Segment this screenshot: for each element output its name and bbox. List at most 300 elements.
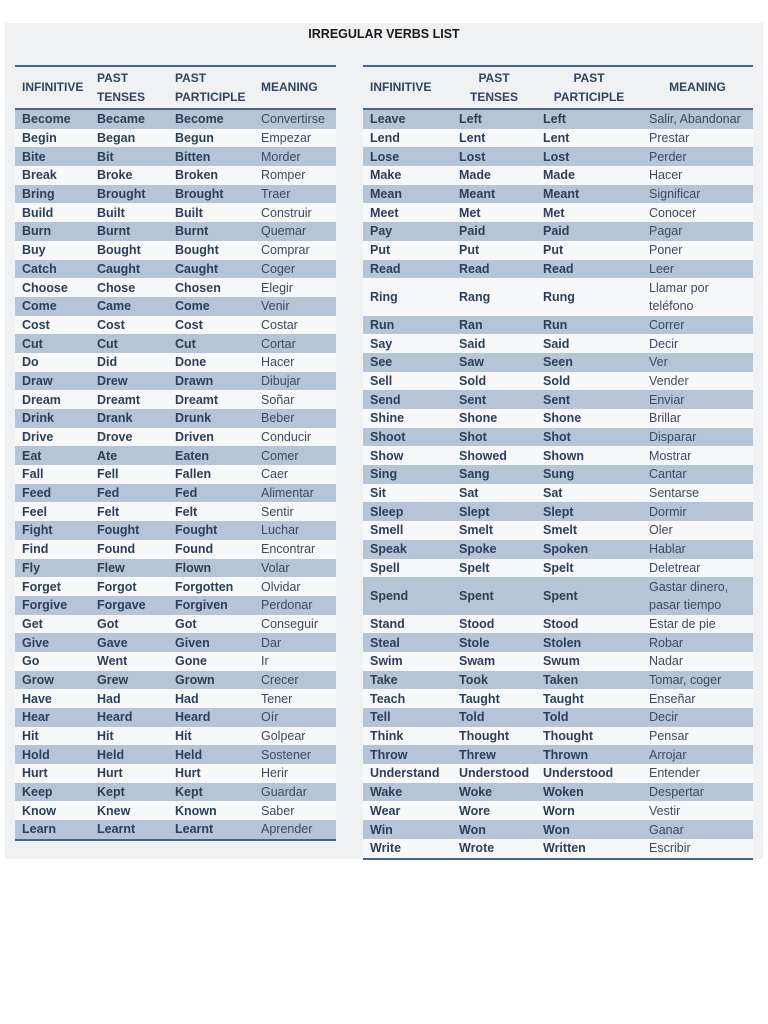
cell-infinitive: Shoot — [363, 428, 452, 447]
cell-infinitive: Come — [15, 297, 90, 316]
cell-meaning: Empezar — [254, 129, 336, 148]
table-row — [363, 109, 753, 129]
cell-past-participle: Drawn — [168, 372, 254, 391]
cell-meaning: Perder — [642, 147, 753, 166]
table-row — [363, 260, 753, 279]
cell-past-tense: Read — [452, 260, 536, 279]
cell-past-tense: Burnt — [90, 222, 168, 241]
cell-infinitive: Put — [363, 241, 452, 260]
cell-meaning: Sostener — [254, 745, 336, 764]
cell-meaning: Convertirse — [254, 109, 336, 129]
page-title: IRREGULAR VERBS LIST — [308, 27, 460, 41]
header-infinitive: INFINITIVE — [15, 66, 90, 109]
cell-infinitive: Show — [363, 446, 452, 465]
cell-past-participle: Found — [168, 540, 254, 559]
cell-infinitive: Build — [15, 203, 90, 222]
cell-infinitive: Begin — [15, 129, 90, 148]
cell-past-participle: Forgiven — [168, 596, 254, 615]
cell-past-tense: Gave — [90, 633, 168, 652]
cell-infinitive: Sing — [363, 465, 452, 484]
cell-past-participle: Sold — [536, 372, 642, 391]
cell-meaning: Construir — [254, 203, 336, 222]
table-row — [15, 353, 336, 372]
cell-past-tense: Put — [452, 241, 536, 260]
cell-infinitive: Shine — [363, 409, 452, 428]
table-row — [15, 260, 336, 279]
cell-past-participle: Thrown — [536, 745, 642, 764]
cell-infinitive: Fly — [15, 559, 90, 578]
cell-meaning: Hacer — [254, 353, 336, 372]
cell-meaning: Prestar — [642, 129, 753, 148]
cell-past-participle: Sung — [536, 465, 642, 484]
cell-infinitive: Swim — [363, 652, 452, 671]
cell-past-tense: Lent — [452, 129, 536, 148]
header-past-participle: PAST PARTICIPLE — [536, 66, 642, 109]
table-row — [363, 820, 753, 839]
cell-meaning: Soñar — [254, 390, 336, 409]
header-infinitive: INFINITIVE — [363, 66, 452, 109]
cell-infinitive: Fall — [15, 465, 90, 484]
cell-past-participle: Met — [536, 203, 642, 222]
table-row — [363, 745, 753, 764]
cell-meaning: Aprender — [254, 820, 336, 840]
cell-past-tense: Bought — [90, 241, 168, 260]
table-row — [363, 353, 753, 372]
cell-past-tense: Slept — [452, 502, 536, 521]
cell-past-participle: Fallen — [168, 465, 254, 484]
cell-infinitive: Catch — [15, 260, 90, 279]
cell-past-participle: Spelt — [536, 559, 642, 578]
cell-infinitive: See — [363, 353, 452, 372]
cell-meaning: Oler — [642, 521, 753, 540]
cell-infinitive: Become — [15, 109, 90, 129]
cell-infinitive: Have — [15, 689, 90, 708]
cell-past-tense: Sat — [452, 484, 536, 503]
table-row — [363, 671, 753, 690]
cell-meaning: Sentarse — [642, 484, 753, 503]
cell-meaning: Robar — [642, 633, 753, 652]
table-row — [363, 521, 753, 540]
cell-meaning: Morder — [254, 147, 336, 166]
cell-past-tense: Bit — [90, 147, 168, 166]
verbs-table-left — [15, 65, 336, 841]
cell-past-tense: Spoke — [452, 540, 536, 559]
cell-past-participle: Left — [536, 109, 642, 129]
table-row — [15, 745, 336, 764]
table-row — [363, 801, 753, 820]
cell-meaning: Golpear — [254, 727, 336, 746]
table-row — [15, 278, 336, 297]
table-row — [363, 446, 753, 465]
table-row — [15, 109, 336, 129]
cell-infinitive: Mean — [363, 185, 452, 204]
table-row — [363, 783, 753, 802]
cell-meaning: Estar de pie — [642, 615, 753, 634]
table-row — [363, 689, 753, 708]
cell-past-tense: Hit — [90, 727, 168, 746]
cell-past-tense: Learnt — [90, 820, 168, 840]
table-row — [15, 222, 336, 241]
cell-past-tense: Forgave — [90, 596, 168, 615]
cell-infinitive: Pay — [363, 222, 452, 241]
cell-past-participle: Flown — [168, 559, 254, 578]
cell-past-participle: Smelt — [536, 521, 642, 540]
cell-meaning: Traer — [254, 185, 336, 204]
cell-past-tense: Fed — [90, 484, 168, 503]
table-row — [363, 147, 753, 166]
cell-past-tense: Fought — [90, 521, 168, 540]
cell-meaning: Brillar — [642, 409, 753, 428]
table-row — [15, 241, 336, 260]
cell-past-participle: Lent — [536, 129, 642, 148]
cell-meaning: Volar — [254, 559, 336, 578]
header-past-tenses: PAST TENSES — [452, 66, 536, 109]
cell-infinitive: Meet — [363, 203, 452, 222]
table-row — [15, 409, 336, 428]
cell-infinitive: Burn — [15, 222, 90, 241]
cell-meaning: Romper — [254, 166, 336, 185]
cell-past-participle: Built — [168, 203, 254, 222]
cell-infinitive: Draw — [15, 372, 90, 391]
cell-past-tense: Said — [452, 334, 536, 353]
cell-past-tense: Sang — [452, 465, 536, 484]
cell-past-tense: Spelt — [452, 559, 536, 578]
cell-infinitive: Break — [15, 166, 90, 185]
cell-past-tense: Rang — [452, 278, 536, 315]
cell-past-tense: Became — [90, 109, 168, 129]
cell-past-tense: Thought — [452, 727, 536, 746]
cell-past-participle: Dreamt — [168, 390, 254, 409]
table-row — [363, 727, 753, 746]
cell-infinitive: Do — [15, 353, 90, 372]
cell-past-participle: Run — [536, 316, 642, 335]
cell-past-tense: Did — [90, 353, 168, 372]
cell-past-tense: Hurt — [90, 764, 168, 783]
table-row — [363, 185, 753, 204]
cell-meaning: Ir — [254, 652, 336, 671]
cell-past-participle: Slept — [536, 502, 642, 521]
table-row — [15, 502, 336, 521]
table-row — [15, 652, 336, 671]
cell-infinitive: Know — [15, 801, 90, 820]
cell-past-participle: Shone — [536, 409, 642, 428]
cell-past-tense: Lost — [452, 147, 536, 166]
cell-meaning: Ver — [642, 353, 753, 372]
cell-infinitive: Dream — [15, 390, 90, 409]
cell-meaning: Significar — [642, 185, 753, 204]
cell-infinitive: Make — [363, 166, 452, 185]
table-row — [15, 372, 336, 391]
cell-past-participle: Lost — [536, 147, 642, 166]
table-row — [363, 428, 753, 447]
cell-infinitive: Run — [363, 316, 452, 335]
cell-past-participle: Done — [168, 353, 254, 372]
cell-past-tense: Ate — [90, 446, 168, 465]
cell-past-participle: Come — [168, 297, 254, 316]
cell-past-participle: Thought — [536, 727, 642, 746]
cell-infinitive: Say — [363, 334, 452, 353]
cell-past-participle: Said — [536, 334, 642, 353]
table-row — [15, 316, 336, 335]
cell-past-tense: Chose — [90, 278, 168, 297]
cell-past-participle: Heard — [168, 708, 254, 727]
table-row — [363, 409, 753, 428]
cell-meaning: Guardar — [254, 783, 336, 802]
cell-infinitive: Speak — [363, 540, 452, 559]
cell-infinitive: Bring — [15, 185, 90, 204]
cell-meaning: Enseñar — [642, 689, 753, 708]
cell-meaning: Conducir — [254, 428, 336, 447]
cell-infinitive: Cost — [15, 316, 90, 335]
cell-past-participle: Forgotten — [168, 577, 254, 596]
header-meaning: MEANING — [254, 66, 336, 109]
cell-past-tense: Spent — [452, 577, 536, 614]
table-row — [363, 465, 753, 484]
cell-past-tense: Brought — [90, 185, 168, 204]
cell-meaning: Despertar — [642, 783, 753, 802]
cell-infinitive: Understand — [363, 764, 452, 783]
cell-past-tense: Stood — [452, 615, 536, 634]
cell-meaning: Ganar — [642, 820, 753, 839]
cell-past-tense: Swam — [452, 652, 536, 671]
cell-meaning: Mostrar — [642, 446, 753, 465]
table-header-row — [15, 66, 336, 109]
cell-meaning: Costar — [254, 316, 336, 335]
cell-past-participle: Sat — [536, 484, 642, 503]
cell-past-tense: Saw — [452, 353, 536, 372]
cell-infinitive: Smell — [363, 521, 452, 540]
cell-past-tense: Wore — [452, 801, 536, 820]
cell-past-tense: Caught — [90, 260, 168, 279]
table-row — [363, 559, 753, 578]
cell-past-tense: Made — [452, 166, 536, 185]
cell-meaning: Coger — [254, 260, 336, 279]
table-row — [15, 166, 336, 185]
cell-past-participle: Stolen — [536, 633, 642, 652]
cell-past-participle: Kept — [168, 783, 254, 802]
cell-past-participle: Won — [536, 820, 642, 839]
table-row — [15, 203, 336, 222]
cell-past-participle: Drunk — [168, 409, 254, 428]
table-row — [363, 241, 753, 260]
cell-meaning: Caer — [254, 465, 336, 484]
header-past-participle: PAST PARTICIPLE — [168, 66, 254, 109]
cell-past-participle: Fought — [168, 521, 254, 540]
cell-infinitive: Hear — [15, 708, 90, 727]
cell-past-tense: Taught — [452, 689, 536, 708]
cell-past-participle: Cost — [168, 316, 254, 335]
cell-meaning: Nadar — [642, 652, 753, 671]
cell-past-participle: Read — [536, 260, 642, 279]
table-body-left — [15, 109, 336, 840]
cell-past-tense: Had — [90, 689, 168, 708]
cell-infinitive: Sit — [363, 484, 452, 503]
table-row — [15, 820, 336, 840]
table-row — [15, 577, 336, 596]
cell-past-tense: Knew — [90, 801, 168, 820]
cell-meaning: Perdonar — [254, 596, 336, 615]
cell-infinitive: Write — [363, 839, 452, 859]
cell-meaning: Vender — [642, 372, 753, 391]
cell-past-participle: Caught — [168, 260, 254, 279]
cell-past-tense: Woke — [452, 783, 536, 802]
cell-past-participle: Understood — [536, 764, 642, 783]
cell-meaning: Leer — [642, 260, 753, 279]
cell-past-participle: Taught — [536, 689, 642, 708]
cell-meaning: Vestir — [642, 801, 753, 820]
cell-infinitive: Teach — [363, 689, 452, 708]
cell-infinitive: Cut — [15, 334, 90, 353]
cell-infinitive: Forgive — [15, 596, 90, 615]
cell-infinitive: Feel — [15, 502, 90, 521]
cell-meaning: Llamar por teléfono — [642, 278, 753, 315]
cell-meaning: Alimentar — [254, 484, 336, 503]
cell-past-participle: Hurt — [168, 764, 254, 783]
cell-meaning: Tener — [254, 689, 336, 708]
cell-past-participle: Swum — [536, 652, 642, 671]
cell-infinitive: Keep — [15, 783, 90, 802]
cell-past-participle: Held — [168, 745, 254, 764]
cell-meaning: Beber — [254, 409, 336, 428]
cell-past-tense: Built — [90, 203, 168, 222]
cell-meaning: Cortar — [254, 334, 336, 353]
table-row — [15, 147, 336, 166]
cell-past-participle: Woken — [536, 783, 642, 802]
table-row — [15, 559, 336, 578]
cell-infinitive: Forget — [15, 577, 90, 596]
cell-meaning: Dormir — [642, 502, 753, 521]
cell-infinitive: Fight — [15, 521, 90, 540]
cell-past-tense: Met — [452, 203, 536, 222]
table-row — [15, 390, 336, 409]
cell-past-participle: Bitten — [168, 147, 254, 166]
cell-past-tense: Went — [90, 652, 168, 671]
cell-past-tense: Shot — [452, 428, 536, 447]
cell-past-tense: Cut — [90, 334, 168, 353]
cell-infinitive: Spell — [363, 559, 452, 578]
cell-infinitive: Ring — [363, 278, 452, 315]
cell-past-participle: Bought — [168, 241, 254, 260]
cell-past-tense: Understood — [452, 764, 536, 783]
cell-meaning: Encontrar — [254, 540, 336, 559]
cell-past-participle: Fed — [168, 484, 254, 503]
cell-past-participle: Sent — [536, 390, 642, 409]
cell-meaning: Sentir — [254, 502, 336, 521]
cell-past-participle: Eaten — [168, 446, 254, 465]
cell-past-tense: Ran — [452, 316, 536, 335]
table-row — [363, 222, 753, 241]
table-row — [363, 502, 753, 521]
cell-past-tense: Threw — [452, 745, 536, 764]
cell-meaning: Pensar — [642, 727, 753, 746]
cell-meaning: Dar — [254, 633, 336, 652]
table-row — [363, 372, 753, 391]
cell-past-participle: Broken — [168, 166, 254, 185]
cell-past-tense: Felt — [90, 502, 168, 521]
cell-past-tense: Held — [90, 745, 168, 764]
cell-meaning: Comprar — [254, 241, 336, 260]
cell-infinitive: Think — [363, 727, 452, 746]
cell-past-tense: Won — [452, 820, 536, 839]
cell-infinitive: Steal — [363, 633, 452, 652]
cell-infinitive: Give — [15, 633, 90, 652]
cell-past-tense: Shone — [452, 409, 536, 428]
table-row — [363, 839, 753, 859]
cell-past-participle: Hit — [168, 727, 254, 746]
cell-past-tense: Drove — [90, 428, 168, 447]
cell-meaning: Arrojar — [642, 745, 753, 764]
cell-infinitive: Drive — [15, 428, 90, 447]
cell-past-tense: Sent — [452, 390, 536, 409]
cell-past-participle: Seen — [536, 353, 642, 372]
cell-meaning: Enviar — [642, 390, 753, 409]
cell-past-participle: Paid — [536, 222, 642, 241]
table-row — [15, 727, 336, 746]
table-row — [363, 316, 753, 335]
table-row — [363, 166, 753, 185]
cell-past-tense: Flew — [90, 559, 168, 578]
cell-infinitive: Sell — [363, 372, 452, 391]
cell-infinitive: Learn — [15, 820, 90, 840]
cell-past-participle: Brought — [168, 185, 254, 204]
cell-infinitive: Send — [363, 390, 452, 409]
cell-infinitive: Wake — [363, 783, 452, 802]
cell-past-tense: Grew — [90, 671, 168, 690]
cell-infinitive: Hit — [15, 727, 90, 746]
cell-infinitive: Leave — [363, 109, 452, 129]
cell-infinitive: Drink — [15, 409, 90, 428]
cell-infinitive: Sleep — [363, 502, 452, 521]
cell-infinitive: Lend — [363, 129, 452, 148]
cell-past-tense: Kept — [90, 783, 168, 802]
cell-infinitive: Hurt — [15, 764, 90, 783]
cell-past-participle: Spoken — [536, 540, 642, 559]
cell-infinitive: Wear — [363, 801, 452, 820]
cell-infinitive: Grow — [15, 671, 90, 690]
cell-meaning: Olvidar — [254, 577, 336, 596]
cell-past-tense: Wrote — [452, 839, 536, 859]
cell-past-participle: Stood — [536, 615, 642, 634]
table-row — [15, 783, 336, 802]
cell-meaning: Herir — [254, 764, 336, 783]
cell-past-tense: Came — [90, 297, 168, 316]
cell-infinitive: Take — [363, 671, 452, 690]
table-row — [15, 633, 336, 652]
cell-meaning: Decir — [642, 708, 753, 727]
cell-past-participle: Told — [536, 708, 642, 727]
table-row — [363, 129, 753, 148]
cell-past-participle: Learnt — [168, 820, 254, 840]
cell-meaning: Hablar — [642, 540, 753, 559]
cell-past-tense: Broke — [90, 166, 168, 185]
cell-past-participle: Meant — [536, 185, 642, 204]
cell-infinitive: Lose — [363, 147, 452, 166]
table-row — [363, 615, 753, 634]
cell-past-tense: Fell — [90, 465, 168, 484]
cell-meaning: Venir — [254, 297, 336, 316]
header-past-tenses: PAST TENSES — [90, 66, 168, 109]
cell-past-tense: Drew — [90, 372, 168, 391]
table-row — [363, 708, 753, 727]
cell-past-tense: Sold — [452, 372, 536, 391]
table-row — [15, 185, 336, 204]
cell-past-tense: Meant — [452, 185, 536, 204]
cell-past-tense: Left — [452, 109, 536, 129]
cell-past-tense: Paid — [452, 222, 536, 241]
cell-past-participle: Driven — [168, 428, 254, 447]
cell-past-participle: Gone — [168, 652, 254, 671]
cell-past-tense: Stole — [452, 633, 536, 652]
